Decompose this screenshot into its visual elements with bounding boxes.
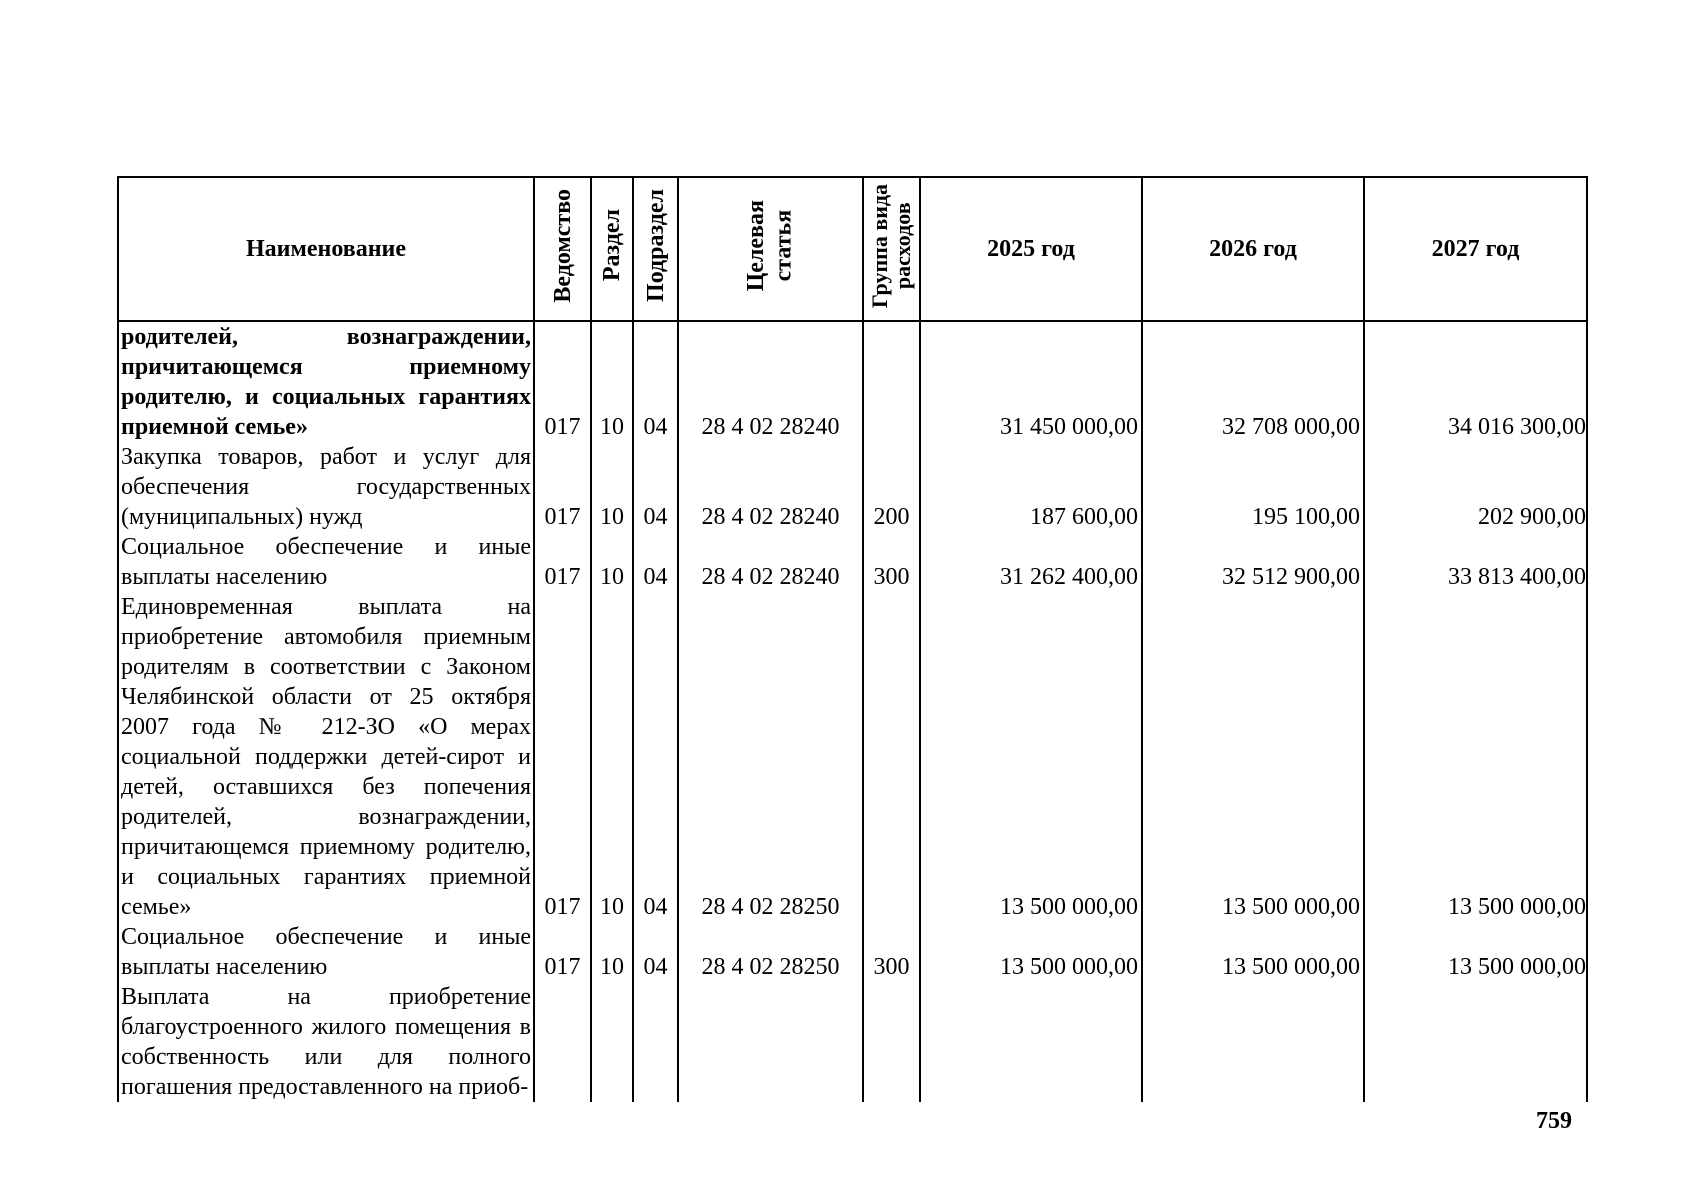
cell-dept: 017 (534, 532, 591, 592)
cell-target (678, 982, 863, 1102)
table-row (118, 532, 1587, 592)
cell-subsection: 04 (633, 532, 678, 592)
cell-section: 10 (591, 442, 633, 532)
cell-2027: 202 900,00 (1364, 442, 1587, 532)
cell-2026: 13 500 000,00 (1142, 922, 1364, 982)
table-row (118, 442, 1587, 532)
header-dept: Ведомство (534, 177, 591, 321)
cell-subsection: 04 (633, 321, 678, 442)
table-row (118, 321, 1587, 442)
cell-group: 300 (863, 922, 920, 982)
header-section: Раздел (591, 177, 633, 321)
cell-2025: 31 262 400,00 (920, 532, 1142, 592)
table-row (118, 592, 1587, 922)
header-2026: 2026 год (1142, 177, 1364, 321)
table-body (118, 321, 1587, 1102)
cell-name: Закупка товаров, работ и услуг для обеспечения государственных (муниципальных) нужд (118, 442, 534, 532)
cell-subsection: 04 (633, 442, 678, 532)
header-group-line2: расходов (890, 202, 916, 290)
cell-group: 300 (863, 532, 920, 592)
cell-name: Социальное обеспечение и иные выплаты населению (118, 922, 534, 982)
cell-2025: 31 450 000,00 (920, 321, 1142, 442)
cell-subsection (633, 982, 678, 1102)
cell-group (863, 592, 920, 922)
cell-2025: 13 500 000,00 (920, 922, 1142, 982)
cell-subsection: 04 (633, 592, 678, 922)
cell-2027: 34 016 300,00 (1364, 321, 1587, 442)
cell-2026: 32 708 000,00 (1142, 321, 1364, 442)
cell-target: 28 4 02 28240 (678, 442, 863, 532)
cell-2027 (1364, 982, 1587, 1102)
page-number: 759 (1536, 1108, 1572, 1134)
cell-section: 10 (591, 592, 633, 922)
cell-target: 28 4 02 28240 (678, 321, 863, 442)
cell-2027: 33 813 400,00 (1364, 532, 1587, 592)
cell-section: 10 (591, 321, 633, 442)
cell-dept: 017 (534, 592, 591, 922)
cell-name: Единовременная выплата на приобретение автомобиля приемным родителям в соответствии с Законом Челябинской области от 25 октября 2007 года № 212-ЗО «О мерах социальной поддержки детей-сирот и детей, оставшихся без попечения родителей, вознаграждении, причитающемся приемному родителю, и социальных гарантиях приемной семье» (118, 592, 534, 922)
header-target-line2: статья (770, 209, 797, 282)
cell-2025: 13 500 000,00 (920, 592, 1142, 922)
header-group (863, 177, 920, 321)
cell-target: 28 4 02 28250 (678, 922, 863, 982)
cell-2025 (920, 982, 1142, 1102)
cell-target: 28 4 02 28240 (678, 532, 863, 592)
cell-group (863, 321, 920, 442)
header-2027: 2027 год (1364, 177, 1587, 321)
cell-2026: 13 500 000,00 (1142, 592, 1364, 922)
header-target (678, 177, 863, 321)
cell-section (591, 982, 633, 1102)
cell-section: 10 (591, 922, 633, 982)
budget-table (117, 176, 1588, 1102)
header-group-line1: Группа вида (867, 183, 893, 309)
header-subsection: Подраздел (633, 177, 678, 321)
cell-name: Социальное обеспечение и иные выплаты населению (118, 532, 534, 592)
cell-group: 200 (863, 442, 920, 532)
cell-2025: 187 600,00 (920, 442, 1142, 532)
cell-2027: 13 500 000,00 (1364, 592, 1587, 922)
cell-dept: 017 (534, 321, 591, 442)
cell-2026: 32 512 900,00 (1142, 532, 1364, 592)
header-target-line1: Целевая (742, 199, 769, 292)
cell-section: 10 (591, 532, 633, 592)
cell-subsection: 04 (633, 922, 678, 982)
cell-dept: 017 (534, 922, 591, 982)
cell-dept (534, 982, 591, 1102)
cell-name: Выплата на приобретение благоустроенного жилого помещения в собственность или для полного погашения предоставленного на приоб- (118, 982, 534, 1102)
table-row (118, 922, 1587, 982)
header-2025: 2025 год (920, 177, 1142, 321)
cell-name: родителей, вознаграждении, причитающемся приемному родителю, и социальных гарантиях приемной семье» (118, 321, 534, 442)
cell-group (863, 982, 920, 1102)
cell-2026 (1142, 982, 1364, 1102)
cell-2027: 13 500 000,00 (1364, 922, 1587, 982)
cell-target: 28 4 02 28250 (678, 592, 863, 922)
header-row (118, 177, 1587, 321)
header-name: Наименование (118, 177, 534, 321)
cell-dept: 017 (534, 442, 591, 532)
cell-2026: 195 100,00 (1142, 442, 1364, 532)
table-row (118, 982, 1587, 1102)
